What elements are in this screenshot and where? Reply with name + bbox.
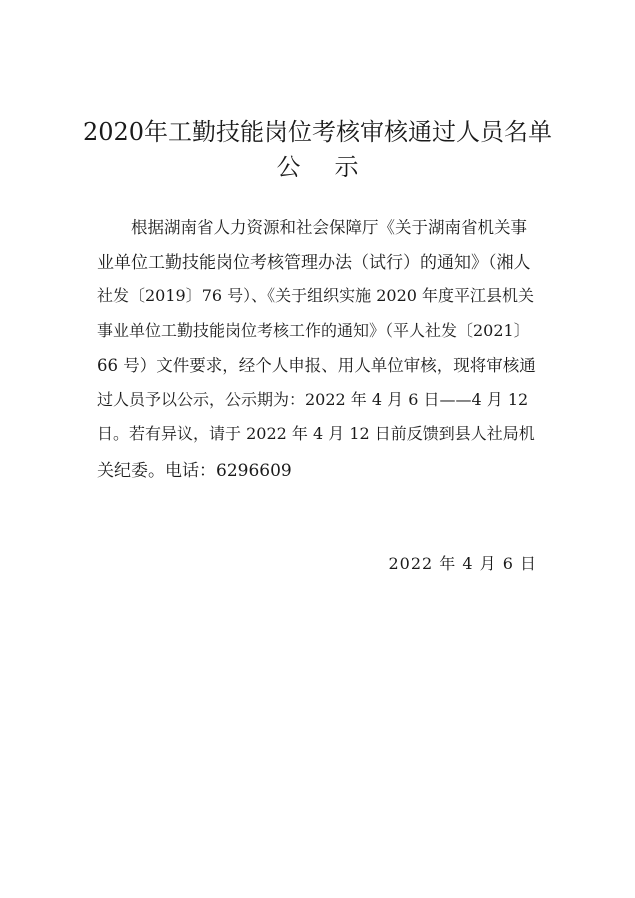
- body-line-1: 根据湖南省人力资源和社会保障厅《关于湖南省机关事: [131, 218, 527, 237]
- document-title: 2020年工勤技能岗位考核审核通过人员名单: [82, 118, 553, 146]
- document-subtitle: 公示: [276, 153, 393, 181]
- body-line-7: 日。若有异议，请于 2022 年 4 月 12 日前反馈到县人社局机: [97, 424, 535, 443]
- body-line-4: 事业单位工勤技能岗位考核工作的通知》（平人社发〔2021〕: [97, 321, 530, 340]
- body-line-5: 66 号）文件要求，经个人申报、用人单位审核，现将审核通: [97, 356, 536, 375]
- body-line-3: 社发〔2019〕76 号）、《关于组织实施 2020 年度平江县机关: [97, 286, 535, 305]
- body-line-6: 过人员予以公示，公示期为：2022 年 4 月 6 日——4 月 12: [97, 390, 529, 409]
- body-line-2: 业单位工勤技能岗位考核管理办法（试行）的通知》（湘人: [97, 253, 531, 273]
- body-line-8: 关纪委。电话：6296609: [97, 461, 292, 481]
- document-date: 2022 年 4 月 6 日: [388, 554, 537, 573]
